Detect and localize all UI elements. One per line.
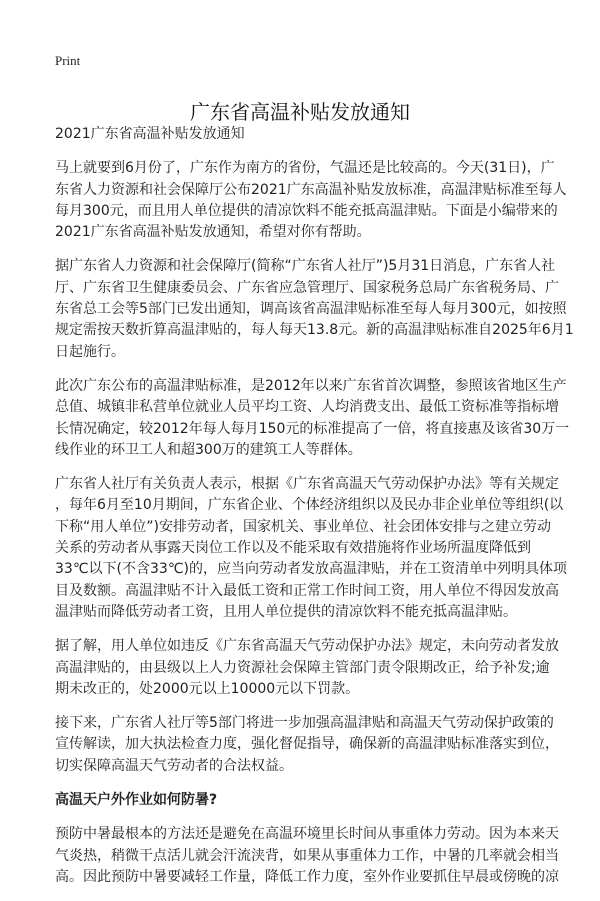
paragraph-line: 规定需按天数折算高温津贴的，每人每天13.8元。新的高温津贴标准自2025年6月1 [55, 322, 574, 339]
paragraph-line: 高温津贴的，由县级以上人力资源社会保障主管部门责令限期改正，给予补发;逾 [55, 659, 550, 676]
paragraph-line: 东省总工会等5部门已发出通知，调高该省高温津贴标准至每人每月300元，如按照 [55, 301, 567, 318]
paragraph [55, 824, 559, 888]
paragraph [55, 376, 570, 461]
paragraph-line: 33℃以下(不含33℃)的，应当向劳动者发放高温津贴，并在工资清单中列明具体项 [55, 561, 567, 578]
paragraph-line: 总值、城镇非私营单位就业人员平均工资、人均消费支出、最低工资标准等指标增 [55, 399, 559, 416]
paragraph [55, 158, 567, 243]
paragraph-line: 期未改正的，处2000元以上10000元以下罚款。 [55, 680, 360, 697]
paragraph [55, 474, 567, 623]
print-link[interactable]: Print [55, 53, 81, 68]
paragraphs [55, 158, 574, 777]
paragraph-line: 据了解，用人单位如违反《广东省高温天气劳动保护办法》规定，未向劳动者发放 [55, 638, 559, 655]
paragraph-line: 线作业的环卫工人和超300万的建筑工人等群体。 [55, 441, 362, 458]
paragraph-line: 广东省人社厅有关负责人表示，根据《广东省高温天气劳动保护办法》等有关规定 [55, 476, 559, 493]
paragraph-line: 每月300元，而且用人单位提供的清凉饮料不能充抵高温津贴。下面是小编带来的 [55, 202, 558, 219]
paragraph [55, 713, 559, 777]
article-subtitle: 2021广东省高温补贴发放通知 [55, 126, 245, 142]
paragraph-line: 厅、广东省卫生健康委员会、广东省应急管理厅、国家税务总局广东省税务局、广 [55, 279, 559, 296]
paragraph [55, 256, 574, 362]
paragraph-line: 关系的劳动者从事露天岗位工作以及不能采取有效措施将作业场所温度降低到 [55, 540, 531, 557]
section-heading: 高温天户外作业如何防暑? [55, 792, 218, 809]
paragraph-line: 温津贴而降低劳动者工资，且用人单位提供的清凉饮料不能充抵高温津贴。 [55, 603, 517, 620]
paragraph-line: ，每年6月至10月期间，广东省企业、个体经济组织以及民办非企业单位等组织(以 [55, 497, 564, 514]
paragraph-line: 马上就要到6月份了，广东作为南方的省份，气温还是比较高的。今天(31日)，广 [55, 160, 555, 177]
paragraph-line: 气炎热，稍微干点活儿就会汗流浃背，如果从事重体力工作，中暑的几率就会相当 [55, 847, 559, 864]
paragraph-line: 目及数额。高温津贴不计入最低工资和正常工作时间工资，用人单位不得因发放高 [55, 582, 559, 599]
paragraph-line: 据广东省人力资源和社会保障厅(简称“广东省人社厅”)5月31日消息，广东省人社 [55, 258, 556, 275]
paragraph-line: 此次广东公布的高温津贴标准，是2012年以来广东省首次调整，参照该省地区生产 [55, 377, 567, 394]
paragraph-line: 预防中暑最根本的方法还是避免在高温环境里长时间从事重体力劳动。因为本来天 [55, 826, 559, 843]
paragraph [55, 636, 559, 700]
paragraph-line: 长情况确定，较2012年每人每月150元的标准提高了一倍，将直接惠及该省30万一 [55, 420, 570, 437]
paragraph-line: 日起施行。 [55, 343, 125, 360]
paragraph-line: 下称“用人单位”)安排劳动者，国家机关、事业单位、社会团体安排与之建立劳动 [55, 518, 551, 535]
paragraph-line: 切实保障高温天气劳动者的合法权益。 [55, 757, 293, 774]
paragraph-line: 宣传解读，加大执法检查力度，强化督促指导，确保新的高温津贴标准落实到位， [55, 736, 559, 753]
page-title: 广东省高温补贴发放通知 [190, 100, 410, 124]
paragraph-line: 高。因此预防中暑要减轻工作量，降低工作力度，室外作业要抓住早晨或傍晚的凉 [55, 868, 559, 885]
paragraph-line: 接下来，广东省人社厅等5部门将进一步加强高温津贴和高温天气劳动保护政策的 [55, 715, 554, 732]
article-body [55, 124, 574, 901]
paragraph-line: 2021广东省高温补贴发放通知，希望对你有帮助。 [55, 224, 371, 241]
paragraph-line: 东省人力资源和社会保障厅公布2021广东高温补贴发放标准，高温津贴标准至每人 [55, 181, 567, 198]
